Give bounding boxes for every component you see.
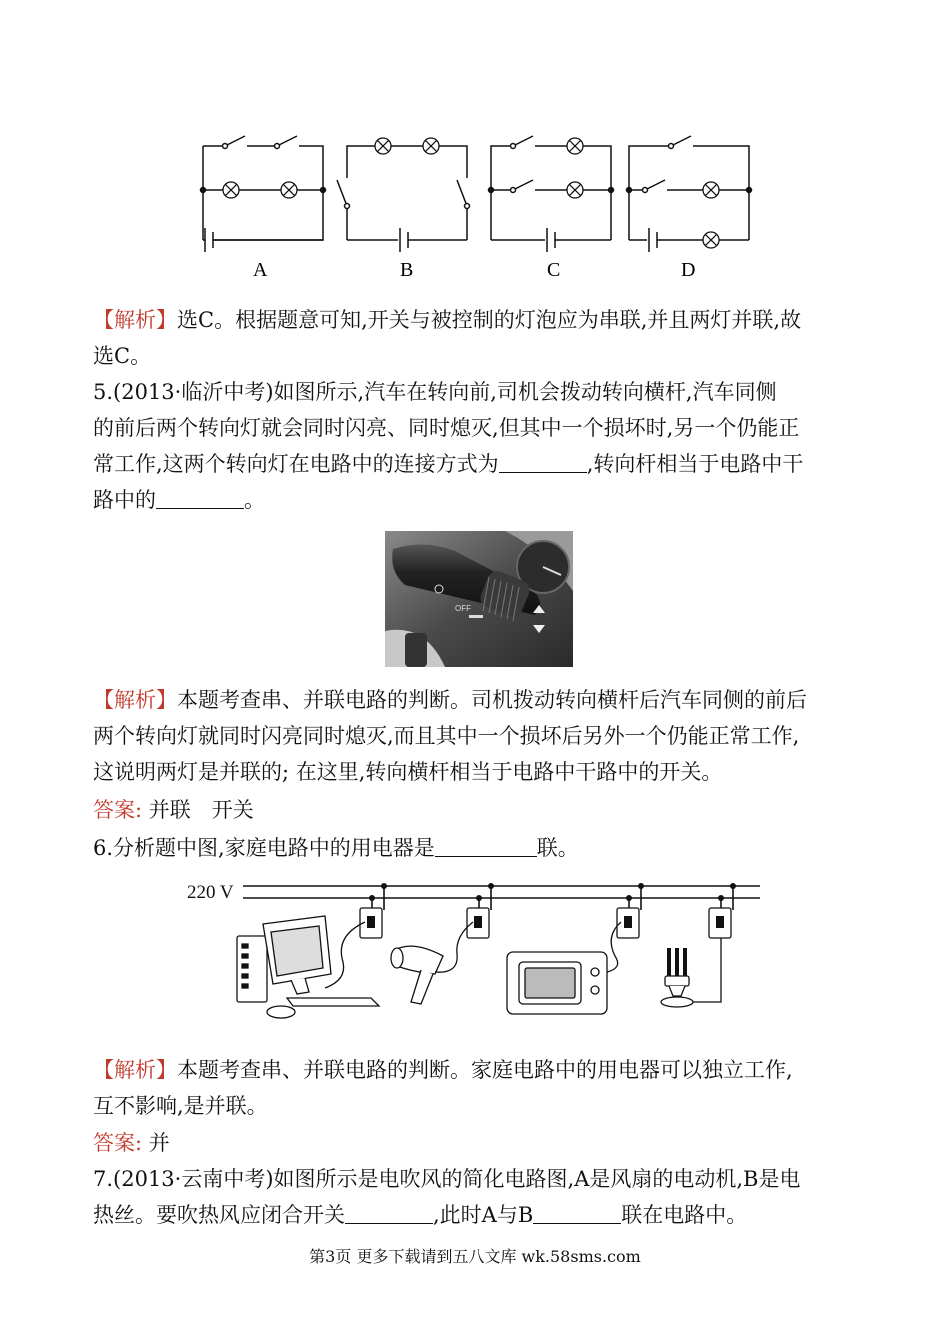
q6-analysis-line1: 【解析】本题考查串、并联电路的判断。家庭电路中的用电器可以独立工作,	[93, 1058, 793, 1082]
answer-blank	[345, 1201, 433, 1224]
analysis-tag: 【解析】	[93, 688, 177, 712]
answer-blank	[435, 834, 537, 857]
q6-answer: 答案: 并	[93, 1131, 170, 1155]
q5-line1: 5.(2013·临沂中考)如图所示,汽车在转向前,司机会拨动转向横杆,汽车同侧	[93, 380, 777, 404]
answer-label: 答案:	[93, 798, 143, 822]
q5-analysis-line1: 【解析】本题考查串、并联电路的判断。司机拨动转向横杆后汽车同侧的前后	[93, 688, 807, 712]
q5-line3: 常工作,这两个转向灯在电路中的连接方式为 ,转向杆相当于电路中干	[93, 452, 804, 476]
household-circuit-figure	[185, 876, 765, 1026]
circuit-label-c: C	[547, 259, 561, 281]
circuit-label-d: D	[681, 259, 696, 281]
q5-analysis-line2: 两个转向灯就同时闪亮同时熄灭,而且其中一个损坏后另外一个仍能正常工作,	[93, 724, 800, 748]
circuit-b	[337, 146, 470, 252]
circuit-diagrams-figure	[195, 128, 760, 290]
answer-blank	[499, 450, 587, 473]
circuit-a	[201, 136, 326, 252]
circuit-label-a: A	[253, 259, 268, 281]
analysis-tag: 【解析】	[93, 308, 177, 332]
answer-blank	[533, 1201, 621, 1224]
voltage-label: 220 V	[187, 882, 234, 903]
analysis-tag: 【解析】	[93, 1058, 177, 1082]
answer-blank	[156, 486, 244, 509]
q5-line4: 路中的 。	[93, 488, 265, 512]
page-footer: 第3页 更多下载请到五八文库 wk.58sms.com	[309, 1247, 641, 1266]
answer-label: 答案:	[93, 1131, 143, 1155]
lamp-icon	[661, 938, 721, 1007]
circuit-c	[489, 136, 614, 252]
circuit-label-b: B	[400, 259, 414, 281]
microwave-icon	[507, 922, 621, 1014]
hair-dryer-icon	[391, 922, 473, 1004]
q4-analysis-line1: 【解析】选C。根据题意可知,开关与被控制的灯泡应为串联,并且两灯并联,故	[93, 308, 802, 332]
q5-analysis-line3: 这说明两灯是并联的; 在这里,转向横杆相当于电路中干路中的开关。	[93, 760, 723, 784]
q7-line1: 7.(2013·云南中考)如图所示是电吹风的简化电路图,A是风扇的电动机,B是电	[93, 1167, 801, 1191]
computer-icon	[237, 916, 379, 1018]
stalk-off-label: OFF	[455, 604, 471, 613]
q6-line: 6.分析题中图,家庭电路中的用电器是 联。	[93, 836, 579, 860]
q5-line2: 的前后两个转向灯就会同时闪亮、同时熄灭,但其中一个损坏时,另一个仍能正	[93, 416, 800, 440]
q5-answer: 答案: 并联 开关	[93, 798, 254, 822]
q6-analysis-line2: 互不影响,是并联。	[93, 1094, 268, 1118]
turn-signal-stalk-photo	[385, 531, 573, 667]
circuit-d	[627, 136, 752, 252]
q4-analysis-line2: 选C。	[93, 344, 152, 368]
q7-line2: 热丝。要吹热风应闭合开关 ,此时A与B 联在电路中。	[93, 1203, 748, 1227]
